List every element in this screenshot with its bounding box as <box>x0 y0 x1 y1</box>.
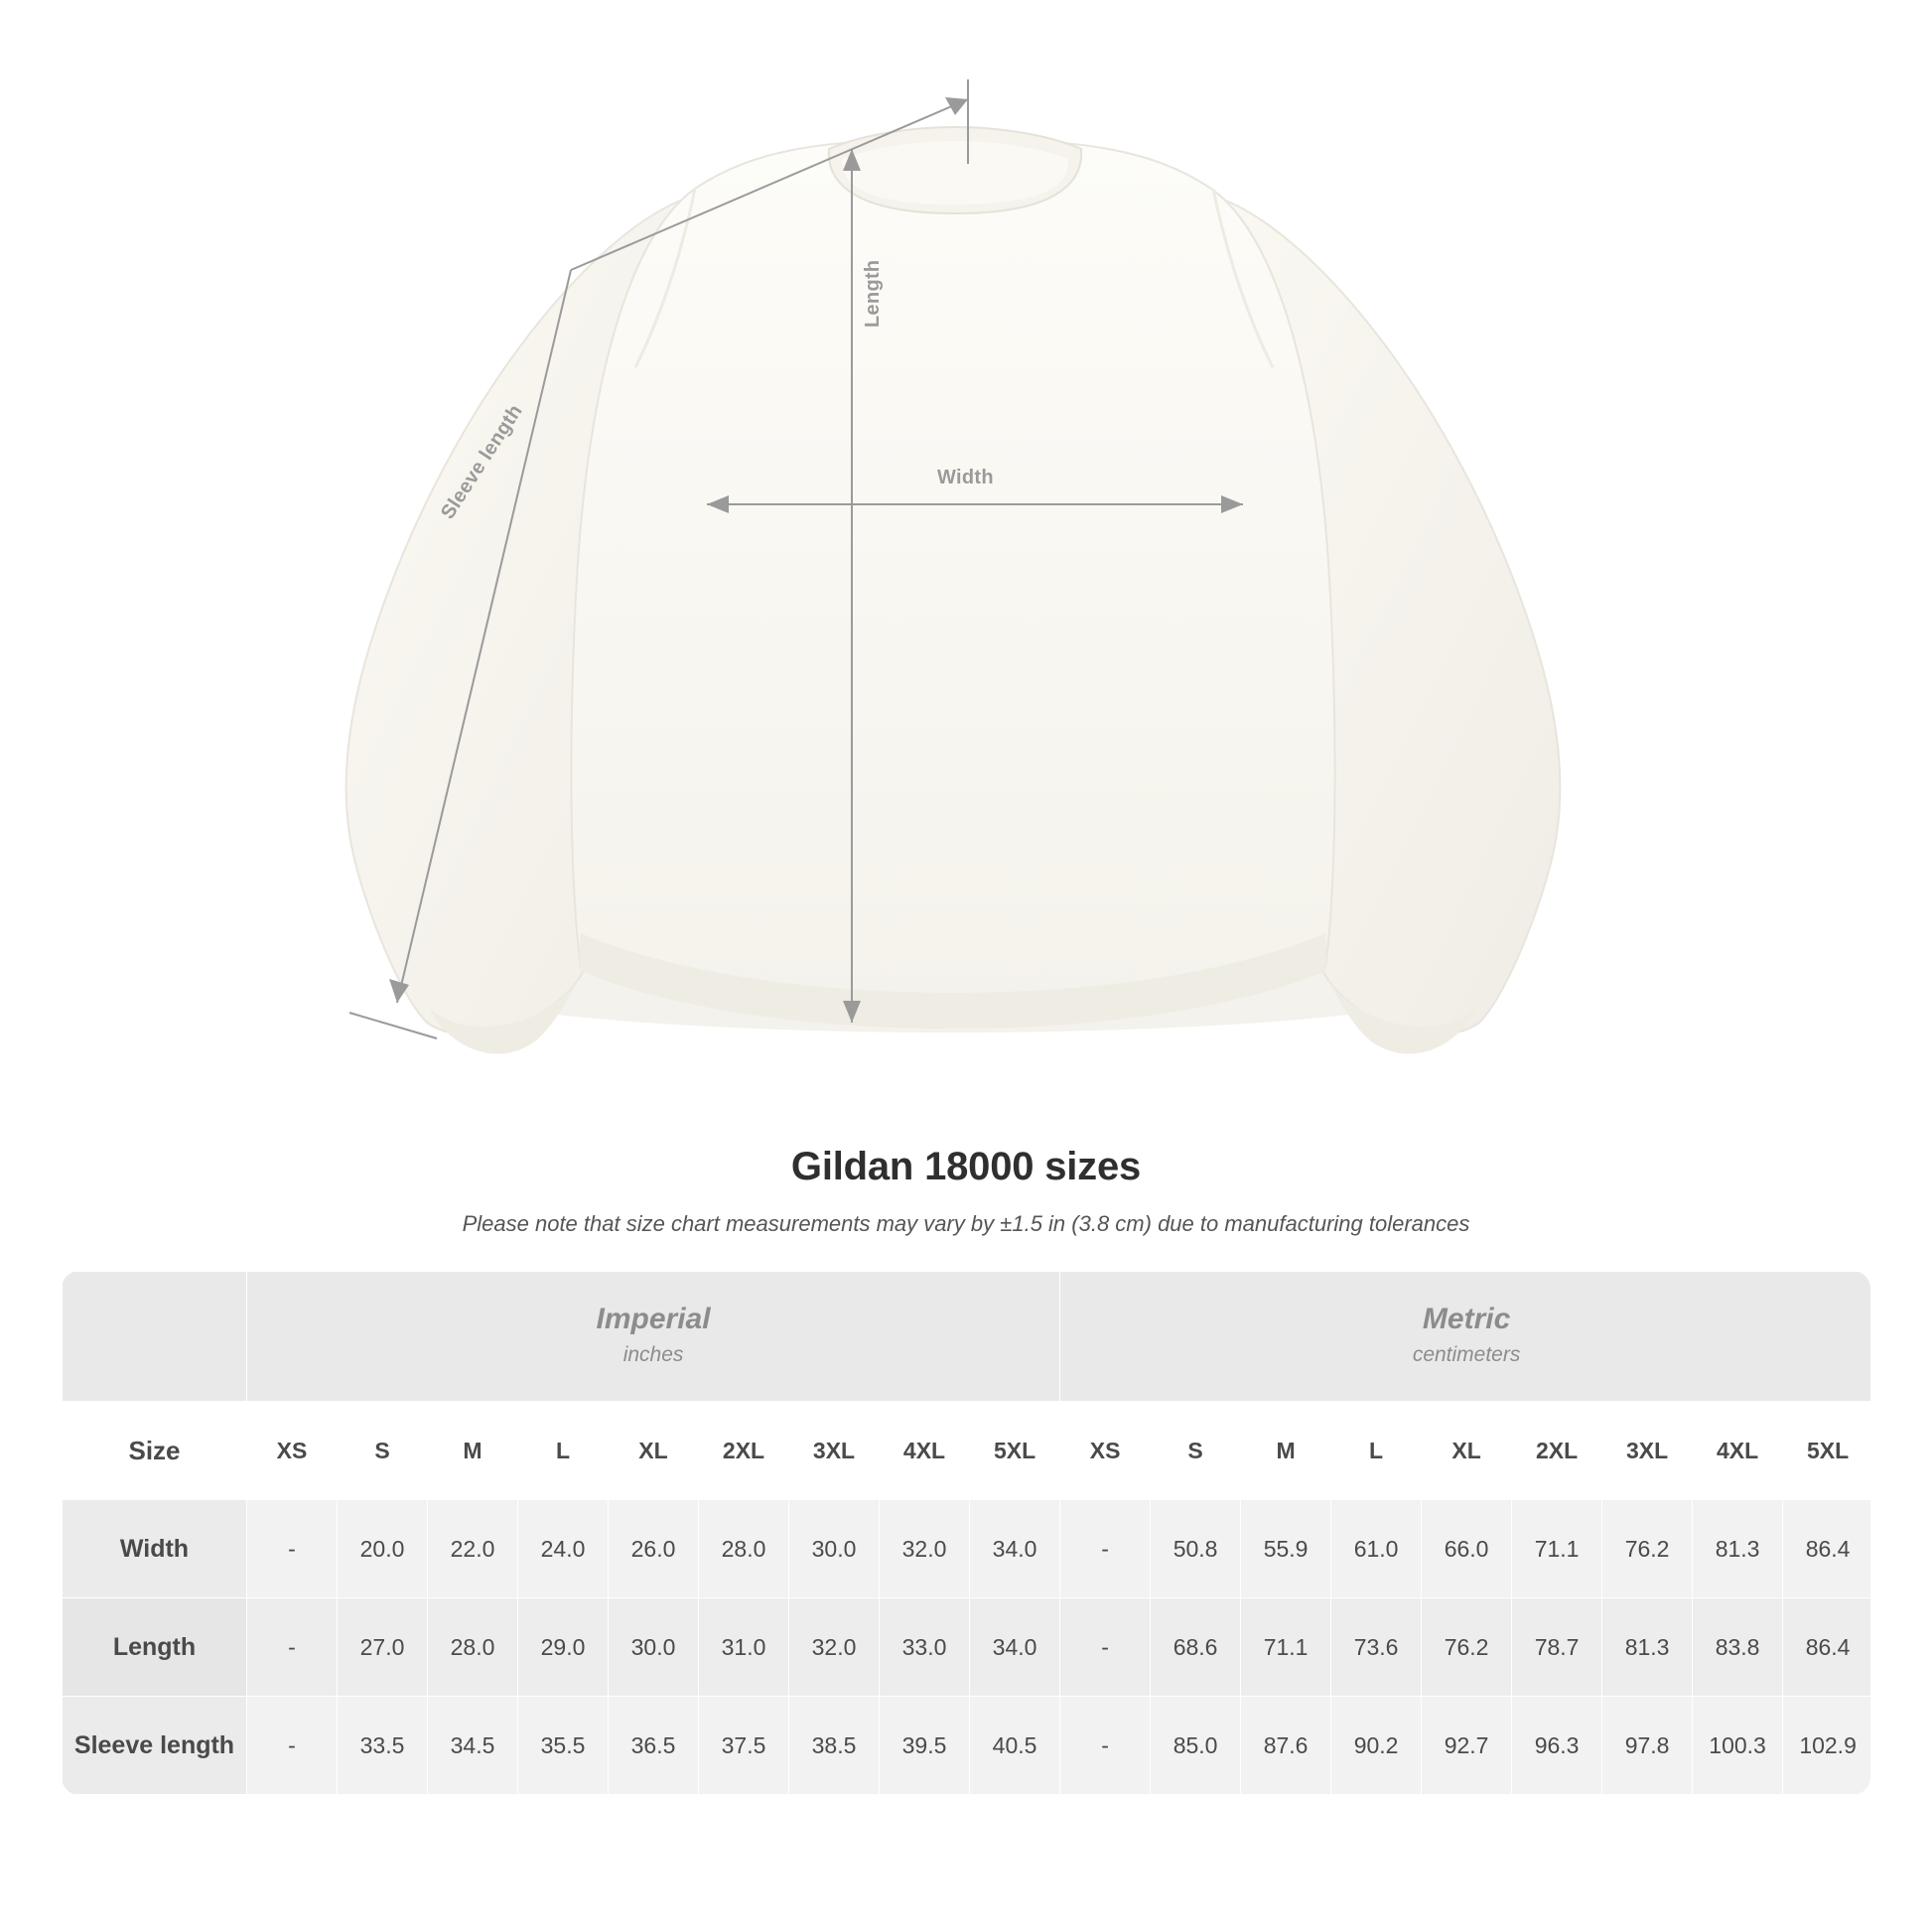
cell-width-metric-l: 61.0 <box>1331 1500 1422 1598</box>
length-dimension-label: Length <box>862 259 884 328</box>
cell-length-metric-4xl: 83.8 <box>1693 1598 1783 1697</box>
size-header-imperial-3xl: 3XL <box>789 1402 880 1500</box>
size-header-metric-2xl: 2XL <box>1512 1402 1602 1500</box>
size-header-metric-4xl: 4XL <box>1693 1402 1783 1500</box>
cell-length-imperial-2xl: 31.0 <box>699 1598 789 1697</box>
size-table-wrapper <box>62 1271 1870 1795</box>
size-header-metric-m: M <box>1241 1402 1331 1500</box>
cell-sleeve-imperial-xs: - <box>247 1697 338 1795</box>
cell-length-imperial-xs: - <box>247 1598 338 1697</box>
cell-length-imperial-3xl: 32.0 <box>789 1598 880 1697</box>
table-row <box>63 1500 1871 1598</box>
cell-length-metric-xl: 76.2 <box>1422 1598 1512 1697</box>
cell-sleeve-imperial-4xl: 39.5 <box>880 1697 970 1795</box>
cell-width-imperial-xs: - <box>247 1500 338 1598</box>
metric-label: Metric <box>1422 1303 1511 1336</box>
size-table <box>62 1271 1870 1795</box>
cell-length-metric-2xl: 78.7 <box>1512 1598 1602 1697</box>
size-header-row <box>63 1402 1871 1500</box>
cell-sleeve-metric-xs: - <box>1060 1697 1151 1795</box>
row-label-sleeve-length: Sleeve length <box>63 1697 247 1795</box>
imperial-label: Imperial <box>596 1303 711 1336</box>
cell-length-metric-xs: - <box>1060 1598 1151 1697</box>
size-header-metric-s: S <box>1151 1402 1241 1500</box>
page-title: Gildan 18000 sizes <box>790 1145 1142 1188</box>
cell-sleeve-imperial-xl: 36.5 <box>609 1697 699 1795</box>
cell-sleeve-metric-s: 85.0 <box>1151 1697 1241 1795</box>
cell-width-metric-m: 55.9 <box>1241 1500 1331 1598</box>
size-header-metric-5xl: 5XL <box>1783 1402 1870 1500</box>
size-header-metric-xs: XS <box>1060 1402 1151 1500</box>
size-header-imperial-2xl: 2XL <box>699 1402 789 1500</box>
width-dimension-label: Width <box>937 467 994 488</box>
cell-width-metric-5xl: 86.4 <box>1783 1500 1870 1598</box>
imperial-group-header <box>247 1272 1060 1402</box>
cell-sleeve-metric-5xl: 102.9 <box>1783 1697 1870 1795</box>
cell-sleeve-metric-m: 87.6 <box>1241 1697 1331 1795</box>
cell-sleeve-imperial-2xl: 37.5 <box>699 1697 789 1795</box>
cell-sleeve-metric-3xl: 97.8 <box>1602 1697 1693 1795</box>
cell-sleeve-metric-xl: 92.7 <box>1422 1697 1512 1795</box>
cell-width-metric-4xl: 81.3 <box>1693 1500 1783 1598</box>
cell-width-imperial-xl: 26.0 <box>609 1500 699 1598</box>
cell-length-imperial-5xl: 34.0 <box>970 1598 1060 1697</box>
cell-sleeve-metric-2xl: 96.3 <box>1512 1697 1602 1795</box>
cell-length-metric-3xl: 81.3 <box>1602 1598 1693 1697</box>
cell-sleeve-metric-4xl: 100.3 <box>1693 1697 1783 1795</box>
metric-unit: centimeters <box>1412 1342 1521 1366</box>
cell-sleeve-imperial-m: 34.5 <box>428 1697 518 1795</box>
unit-header-spacer <box>63 1272 247 1402</box>
cell-width-metric-xs: - <box>1060 1500 1151 1598</box>
row-label-width: Width <box>63 1500 247 1598</box>
cell-sleeve-imperial-5xl: 40.5 <box>970 1697 1060 1795</box>
size-header-imperial-m: M <box>428 1402 518 1500</box>
cell-width-imperial-2xl: 28.0 <box>699 1500 789 1598</box>
title-block <box>0 1145 1932 1237</box>
table-row <box>63 1697 1871 1795</box>
size-header-metric-3xl: 3XL <box>1602 1402 1693 1500</box>
cell-width-imperial-5xl: 34.0 <box>970 1500 1060 1598</box>
metric-group-header <box>1060 1272 1870 1402</box>
cell-length-metric-m: 71.1 <box>1241 1598 1331 1697</box>
size-header-metric-l: L <box>1331 1402 1422 1500</box>
size-header-imperial-xs: XS <box>247 1402 338 1500</box>
cell-width-imperial-4xl: 32.0 <box>880 1500 970 1598</box>
tolerance-note: Please note that size chart measurements may vary by ±1.5 in (3.8 cm) due to manufacturing tolerances <box>462 1211 1470 1236</box>
size-header-imperial-4xl: 4XL <box>880 1402 970 1500</box>
cell-length-imperial-s: 27.0 <box>338 1598 428 1697</box>
imperial-unit: inches <box>622 1342 684 1366</box>
size-header-imperial-l: L <box>518 1402 609 1500</box>
unit-header-row <box>63 1272 1871 1402</box>
cell-length-metric-l: 73.6 <box>1331 1598 1422 1697</box>
cell-width-metric-3xl: 76.2 <box>1602 1500 1693 1598</box>
cell-length-imperial-xl: 30.0 <box>609 1598 699 1697</box>
size-header-imperial-5xl: 5XL <box>970 1402 1060 1500</box>
size-column-header: Size <box>63 1402 247 1500</box>
cell-width-metric-2xl: 71.1 <box>1512 1500 1602 1598</box>
size-header-metric-xl: XL <box>1422 1402 1512 1500</box>
table-row <box>63 1598 1871 1697</box>
cell-sleeve-imperial-l: 35.5 <box>518 1697 609 1795</box>
cell-width-metric-xl: 66.0 <box>1422 1500 1512 1598</box>
size-header-imperial-xl: XL <box>609 1402 699 1500</box>
cell-length-imperial-l: 29.0 <box>518 1598 609 1697</box>
cell-length-metric-s: 68.6 <box>1151 1598 1241 1697</box>
size-header-imperial-s: S <box>338 1402 428 1500</box>
cell-length-imperial-4xl: 33.0 <box>880 1598 970 1697</box>
cell-sleeve-imperial-s: 33.5 <box>338 1697 428 1795</box>
cell-sleeve-metric-l: 90.2 <box>1331 1697 1422 1795</box>
cell-width-imperial-l: 24.0 <box>518 1500 609 1598</box>
cell-length-metric-5xl: 86.4 <box>1783 1598 1870 1697</box>
cell-sleeve-imperial-3xl: 38.5 <box>789 1697 880 1795</box>
cell-width-metric-s: 50.8 <box>1151 1500 1241 1598</box>
sleeve-length-dimension-label: Sleeve length <box>437 400 527 523</box>
row-label-length: Length <box>63 1598 247 1697</box>
cell-width-imperial-s: 20.0 <box>338 1500 428 1598</box>
cell-width-imperial-m: 22.0 <box>428 1500 518 1598</box>
cell-length-imperial-m: 28.0 <box>428 1598 518 1697</box>
cell-width-imperial-3xl: 30.0 <box>789 1500 880 1598</box>
